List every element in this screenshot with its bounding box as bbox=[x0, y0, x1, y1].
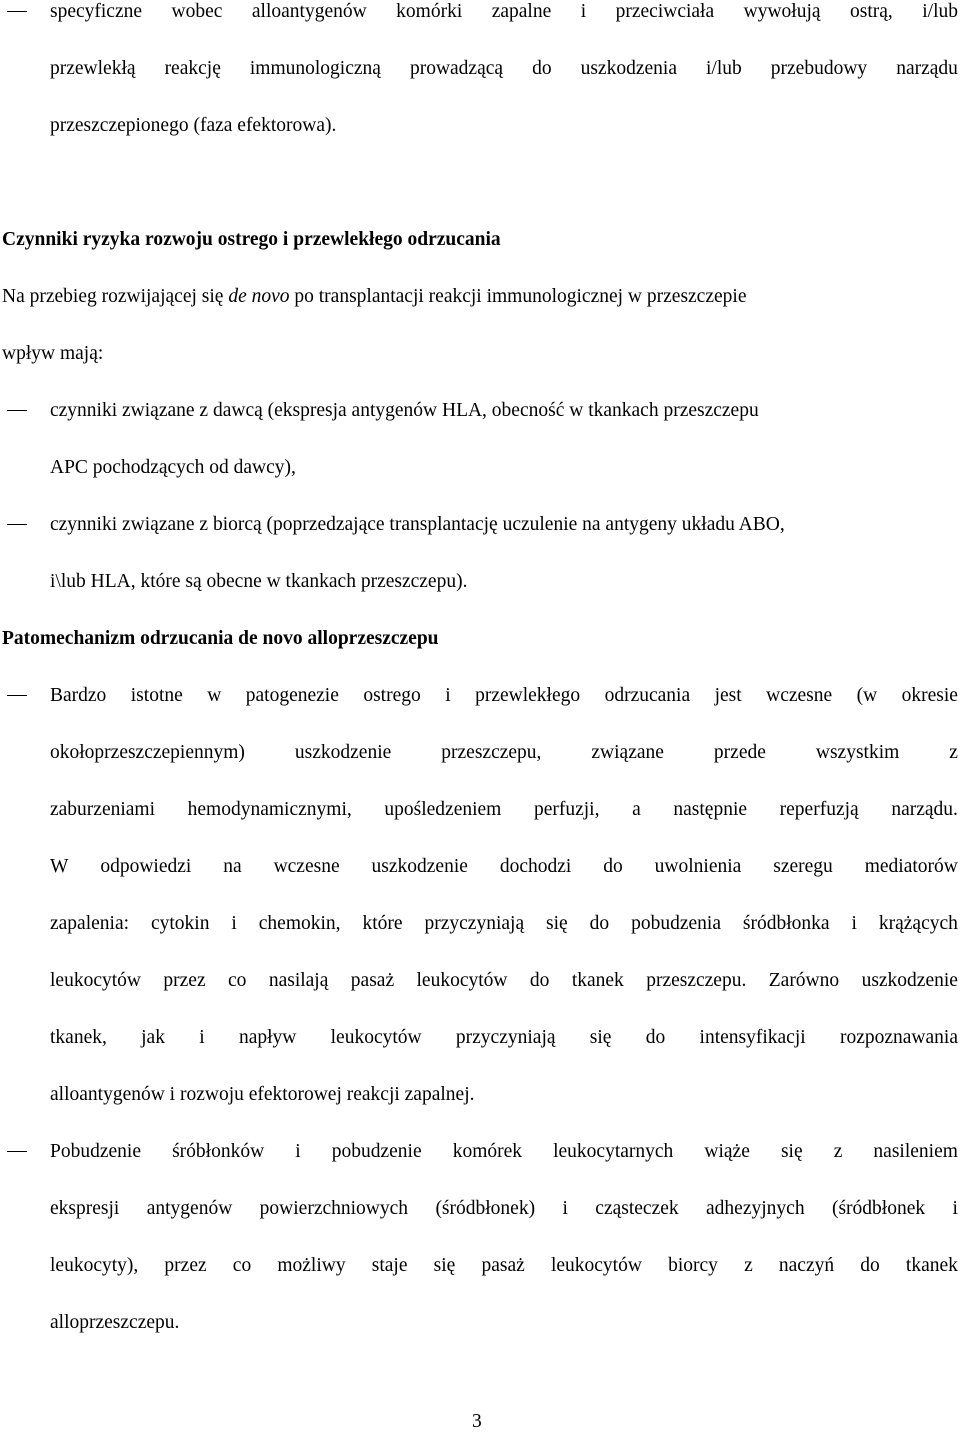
word: do bbox=[603, 856, 623, 877]
list-dash bbox=[7, 524, 27, 525]
word: przeciwciała bbox=[615, 1, 715, 22]
word: przez bbox=[164, 1255, 207, 1276]
word: i bbox=[231, 913, 237, 934]
word: i/lub bbox=[922, 1, 958, 22]
word: śródbłonka bbox=[742, 913, 830, 934]
word: pobudzenie bbox=[331, 1141, 422, 1162]
word: uszkodzenia bbox=[580, 58, 677, 79]
word: się bbox=[589, 1027, 612, 1048]
word: przebudowy bbox=[770, 58, 868, 79]
word: a bbox=[632, 799, 641, 820]
word: istotne bbox=[130, 685, 183, 706]
word: uszkodzenie bbox=[371, 856, 468, 877]
word: z bbox=[833, 1141, 843, 1162]
list-dash bbox=[7, 695, 27, 696]
word: i bbox=[851, 913, 857, 934]
list-dash bbox=[7, 1151, 27, 1152]
word: zapalne bbox=[491, 1, 552, 22]
word: przyczyniają bbox=[424, 913, 525, 934]
word: cząsteczek bbox=[595, 1198, 679, 1219]
word: reakcję bbox=[164, 58, 221, 79]
section1-heading: Czynniki ryzyka rozwoju ostrego i przewlekłego odrzucania bbox=[2, 229, 501, 250]
word: pasaż bbox=[481, 1255, 525, 1276]
word: co bbox=[232, 1255, 252, 1276]
word: uszkodzenie bbox=[294, 742, 392, 763]
word: napływ bbox=[238, 1027, 297, 1048]
word: szeregu bbox=[773, 856, 833, 877]
word: i bbox=[562, 1198, 568, 1219]
word: przeszczepu, bbox=[441, 742, 542, 763]
intro-text-pre: Na przebieg rozwijającej się bbox=[2, 286, 229, 307]
word: komórek bbox=[452, 1141, 523, 1162]
word: przede bbox=[713, 742, 766, 763]
word: chemokin, bbox=[258, 913, 341, 934]
word: przyczyniają bbox=[455, 1027, 556, 1048]
word: naczyń bbox=[778, 1255, 835, 1276]
word: staje bbox=[371, 1255, 408, 1276]
word: adhezyjnych bbox=[706, 1198, 805, 1219]
word: Bardzo bbox=[50, 685, 107, 706]
list-dash bbox=[7, 410, 27, 411]
word: specyficzne bbox=[50, 1, 143, 22]
word: jak bbox=[141, 1027, 165, 1048]
word: przewlekłą bbox=[50, 58, 136, 79]
word: patogenezie bbox=[245, 685, 339, 706]
word: alloantygenów bbox=[251, 1, 367, 22]
word: przeszczepu. bbox=[646, 970, 747, 991]
word: perfuzji, bbox=[533, 799, 600, 820]
word: antygenów bbox=[146, 1198, 233, 1219]
word: przez bbox=[163, 970, 206, 991]
word: nasileniem bbox=[873, 1141, 958, 1162]
word: z bbox=[949, 742, 958, 763]
word: tkanek bbox=[571, 970, 624, 991]
word: okołoprzeszczepiennym) bbox=[50, 742, 245, 763]
word: okresie bbox=[901, 685, 958, 706]
word: zapalenia: bbox=[50, 913, 130, 934]
word: leukocytów bbox=[50, 970, 141, 991]
word: upośledzeniem bbox=[384, 799, 502, 820]
p1-line bbox=[50, 855, 958, 879]
p2-line bbox=[50, 1197, 958, 1221]
p2-line bbox=[50, 1254, 958, 1278]
word: możliwy bbox=[277, 1255, 346, 1276]
word: mediatorów bbox=[864, 856, 958, 877]
word: leukocytów bbox=[416, 970, 508, 991]
word: i/lub bbox=[706, 58, 742, 79]
word: ekspresji bbox=[50, 1198, 120, 1219]
word: narządu. bbox=[891, 799, 958, 820]
word: odpowiedzi bbox=[100, 856, 192, 877]
page-number: 3 bbox=[472, 1411, 482, 1432]
word: zaburzeniami bbox=[50, 799, 156, 820]
p1-last-line: alloantygenów i rozwoju efektorowej reakcji zapalnej. bbox=[50, 1084, 475, 1105]
word: Pobudzenie bbox=[50, 1141, 141, 1162]
word: (śródbłonek bbox=[831, 1198, 926, 1219]
word: i bbox=[199, 1027, 205, 1048]
p1-line bbox=[50, 798, 958, 822]
word: do bbox=[532, 58, 552, 79]
word: i bbox=[295, 1141, 301, 1162]
word: jest bbox=[714, 685, 742, 706]
word: prowadzącą bbox=[409, 58, 504, 79]
word: komórki bbox=[396, 1, 463, 22]
word: W bbox=[50, 856, 69, 877]
p1-line bbox=[50, 741, 958, 765]
section2-heading: Patomechanizm odrzucania de novo alloprzeszczepu bbox=[2, 628, 439, 649]
word: ostrą, bbox=[849, 1, 893, 22]
bullet1-line2: APC pochodzących od dawcy), bbox=[50, 457, 296, 478]
word: cytokin bbox=[150, 913, 210, 934]
word: się bbox=[546, 913, 568, 934]
block1-line2 bbox=[50, 57, 958, 81]
p1-line bbox=[50, 969, 958, 993]
word: i bbox=[580, 1, 587, 22]
word: uszkodzenie bbox=[861, 970, 958, 991]
word: z bbox=[744, 1255, 753, 1276]
word: i bbox=[952, 1198, 958, 1219]
word: do bbox=[645, 1027, 666, 1048]
word: wczesne bbox=[766, 685, 833, 706]
word: wiąże bbox=[704, 1141, 750, 1162]
word: tkanek bbox=[905, 1255, 958, 1276]
word: na bbox=[223, 856, 242, 877]
word: co bbox=[228, 970, 247, 991]
word: wywołują bbox=[743, 1, 821, 22]
word: narządu bbox=[896, 58, 958, 79]
word: leukocyty), bbox=[50, 1255, 139, 1276]
block1-line1 bbox=[50, 0, 958, 24]
word: do bbox=[589, 913, 610, 934]
word: leukocytów bbox=[330, 1027, 422, 1048]
word: nasilają bbox=[268, 970, 329, 991]
word: rozpoznawania bbox=[839, 1027, 958, 1048]
word: uwolnienia bbox=[654, 856, 742, 877]
word: i bbox=[445, 685, 451, 706]
word: przewlekłego bbox=[475, 685, 581, 706]
word: się bbox=[780, 1141, 803, 1162]
p1-line bbox=[50, 912, 958, 936]
word: ostrego bbox=[363, 685, 421, 706]
word: w bbox=[207, 685, 222, 706]
word: pobudzenia bbox=[631, 913, 721, 934]
word: które bbox=[362, 913, 403, 934]
p1-line bbox=[50, 1026, 958, 1050]
word: (w bbox=[856, 685, 878, 706]
bullet2-line1: czynniki związane z biorcą (poprzedzające transplantację uczulenie na antygeny układu ABO, bbox=[50, 514, 785, 535]
word: immunologiczną bbox=[249, 58, 381, 79]
word: do bbox=[529, 970, 550, 991]
word: do bbox=[860, 1255, 880, 1276]
list-dash bbox=[7, 11, 27, 12]
bullet2-line2: i\lub HLA, które są obecne w tkankach przeszczepu). bbox=[50, 571, 468, 592]
p2-last-line: alloprzeszczepu. bbox=[50, 1312, 180, 1333]
word: Zarówno bbox=[768, 970, 840, 991]
word: wszystkim bbox=[815, 742, 900, 763]
word: się bbox=[433, 1255, 456, 1276]
word: związane bbox=[591, 742, 664, 763]
p2-line bbox=[50, 1140, 958, 1164]
word: wczesne bbox=[273, 856, 340, 877]
word: śróbłonków bbox=[172, 1141, 265, 1162]
word: hemodynamicznymi, bbox=[187, 799, 352, 820]
section1-intro-line2: wpływ mają: bbox=[2, 343, 104, 364]
block1-line3: przeszczepionego (faza efektorowa). bbox=[50, 115, 337, 136]
section1-intro bbox=[2, 285, 746, 309]
word: krążących bbox=[878, 913, 958, 934]
word: leukocytarnych bbox=[553, 1141, 674, 1162]
word: dochodzi bbox=[499, 856, 572, 877]
word: (śródbłonek) bbox=[435, 1198, 536, 1219]
word: odrzucania bbox=[604, 685, 691, 706]
word: wobec bbox=[171, 1, 223, 22]
word: biorcy bbox=[668, 1255, 718, 1276]
word: tkanek, bbox=[50, 1027, 107, 1048]
word: następnie bbox=[673, 799, 748, 820]
bullet1-line1: czynniki związane z dawcą (ekspresja antygenów HLA, obecność w tkankach przeszczepu bbox=[50, 400, 759, 421]
word: pasaż bbox=[350, 970, 395, 991]
word: reperfuzją bbox=[779, 799, 859, 820]
p1-line bbox=[50, 684, 958, 708]
intro-text-post: po transplantacji reakcji immunologicznej w przeszczepie bbox=[289, 286, 747, 307]
word: leukocytów bbox=[550, 1255, 642, 1276]
word: powierzchniowych bbox=[259, 1198, 409, 1219]
intro-italic: de novo bbox=[228, 286, 290, 307]
word: intensyfikacji bbox=[699, 1027, 806, 1048]
